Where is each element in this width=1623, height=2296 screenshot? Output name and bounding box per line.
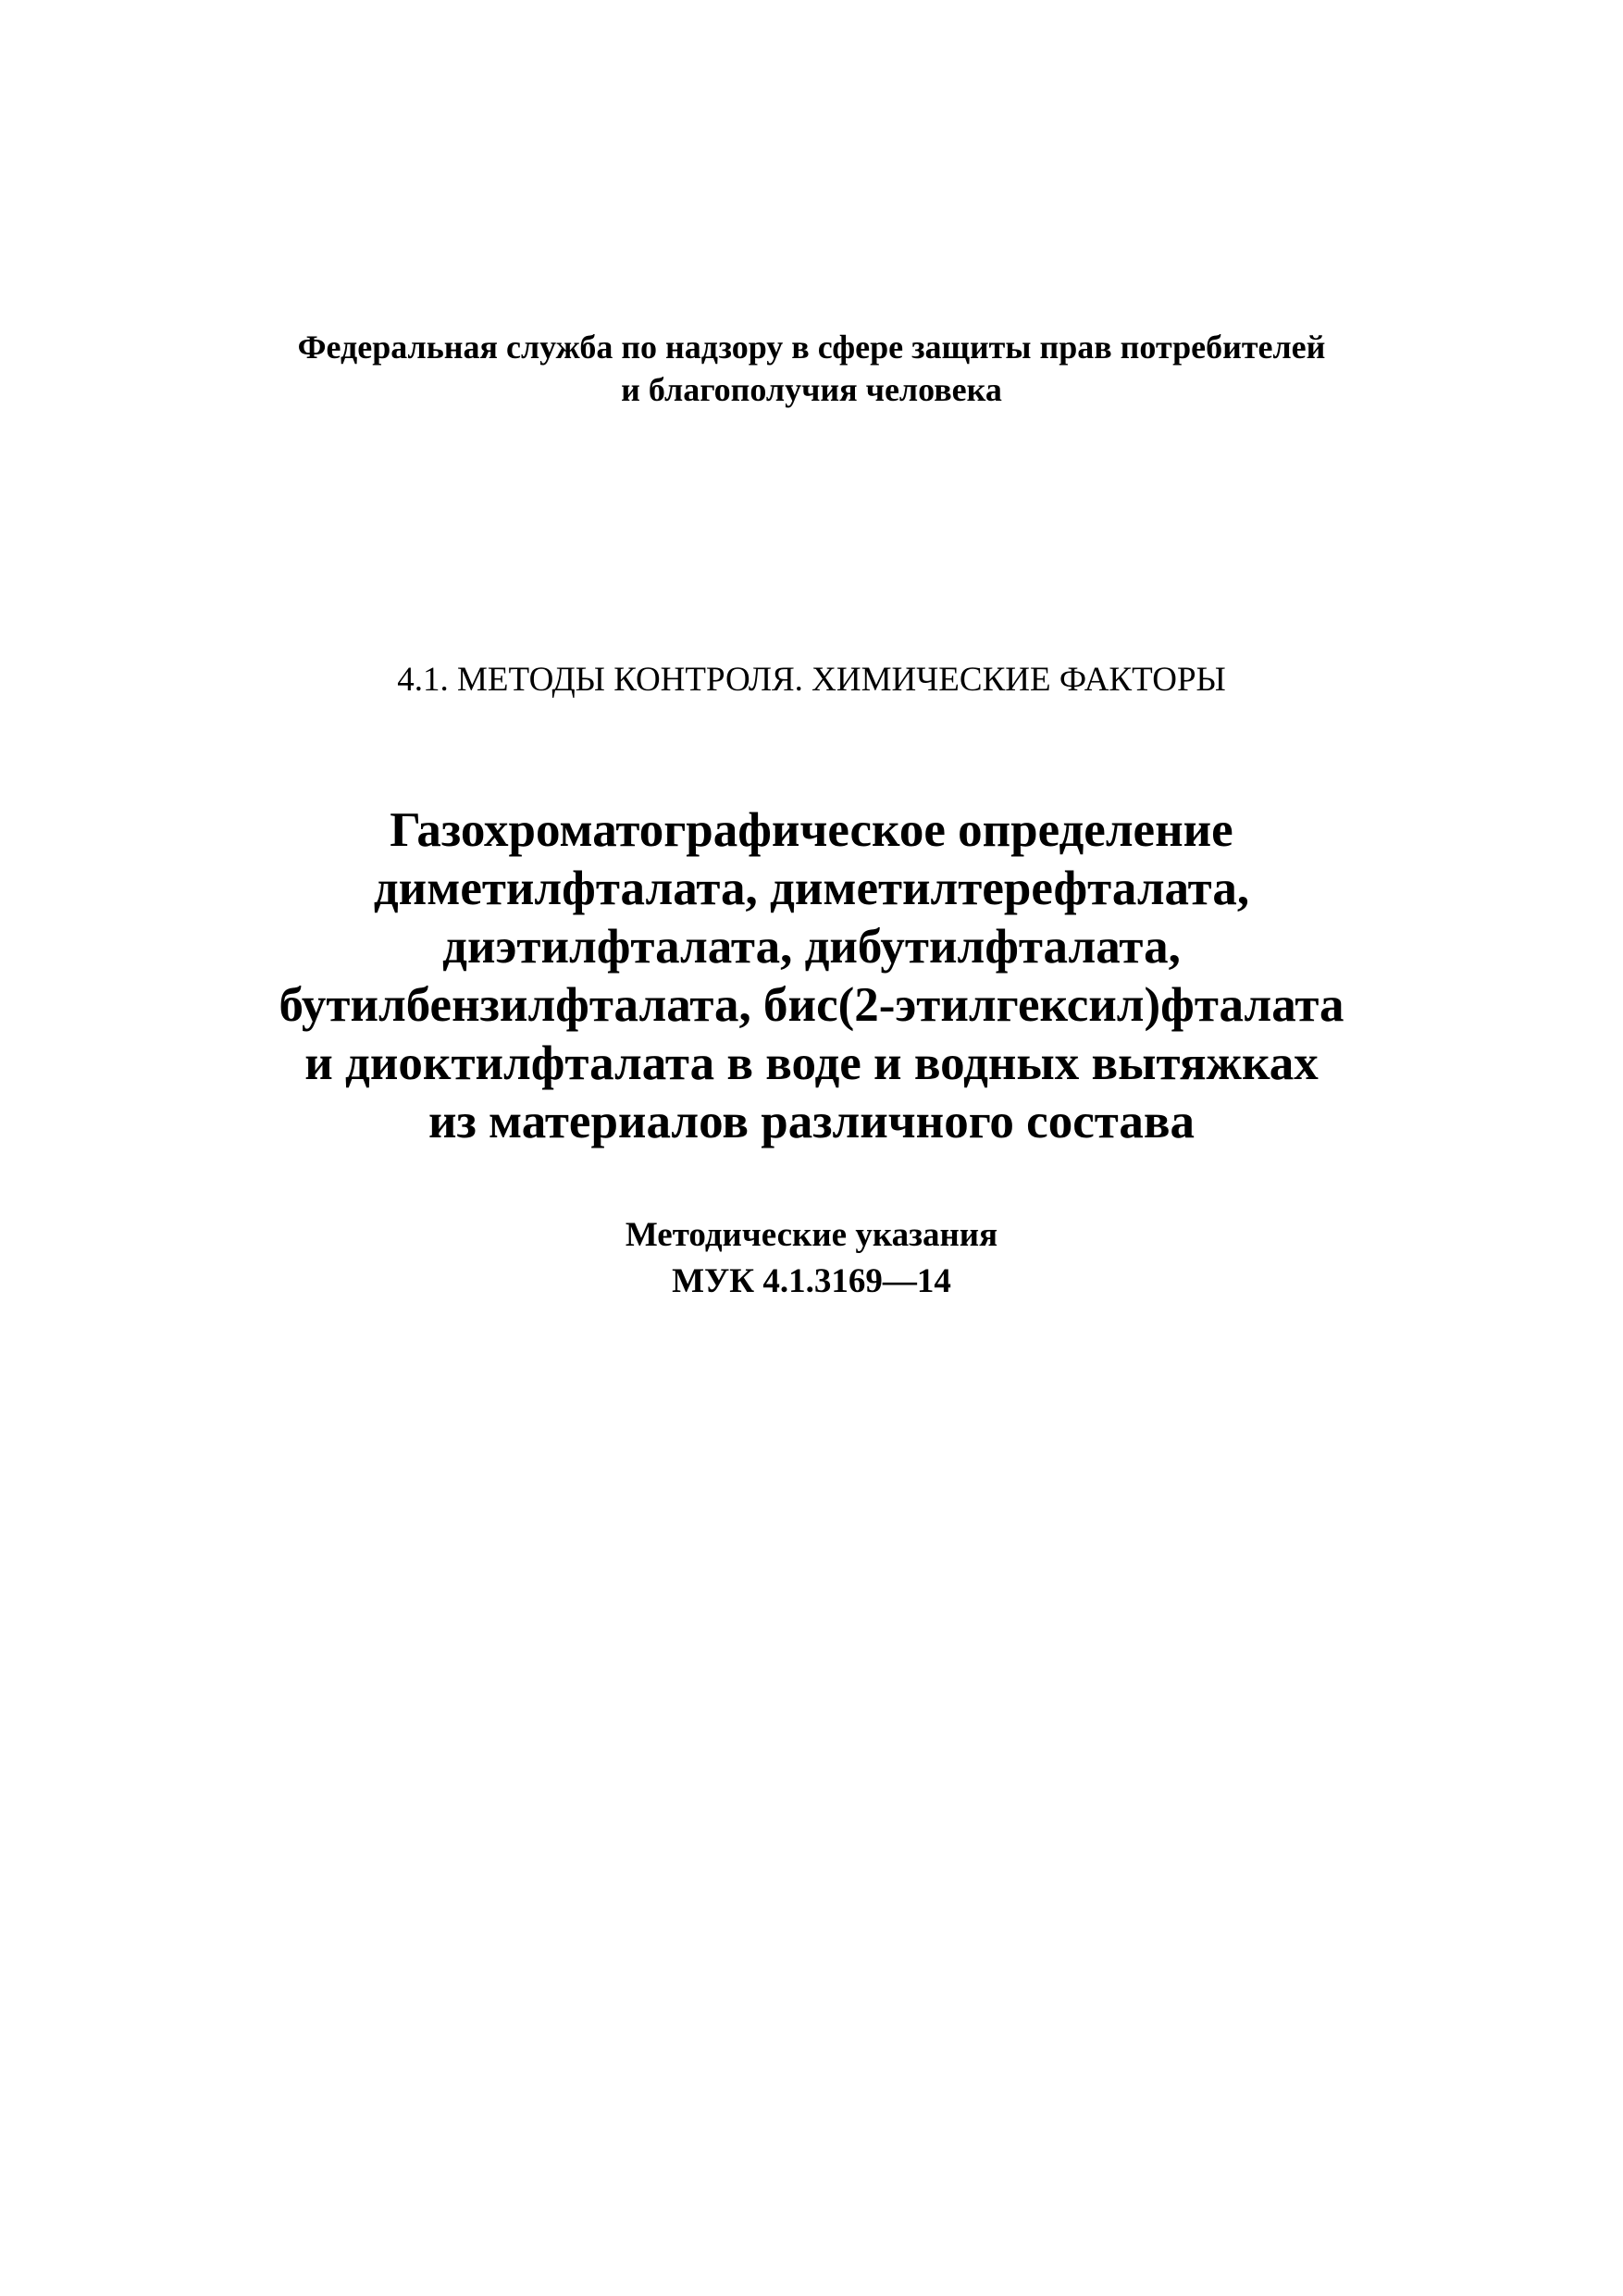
title-line: Газохроматографическое определение	[390, 803, 1233, 857]
title-line: из материалов различного состава	[427, 1095, 1196, 1148]
section-heading: 4.1. МЕТОДЫ КОНТРОЛЯ. ХИМИЧЕСКИЕ ФАКТОРЫ	[397, 661, 1226, 699]
document-type	[0, 1212, 1623, 1305]
title-line: бутилбензилфталата, бис(2-этилгексил)фталата	[279, 978, 1344, 1032]
document-title	[0, 801, 1623, 1151]
title-line: диметилфталата, диметилтерефталата,	[373, 862, 1250, 915]
title-line: диэтилфталата, дибутилфталата,	[442, 920, 1181, 974]
document-code: МУК 4.1.3169—14	[672, 1262, 951, 1300]
agency-name-line: Федеральная служба по надзору в сфере защиты прав потребителей	[297, 329, 1326, 366]
agency-name	[0, 326, 1623, 411]
document-kind: Методические указания	[625, 1216, 998, 1254]
title-line: и диоктилфталата в воде и водных вытяжках	[304, 1036, 1319, 1090]
agency-name-line: и благополучия человека	[621, 371, 1002, 408]
